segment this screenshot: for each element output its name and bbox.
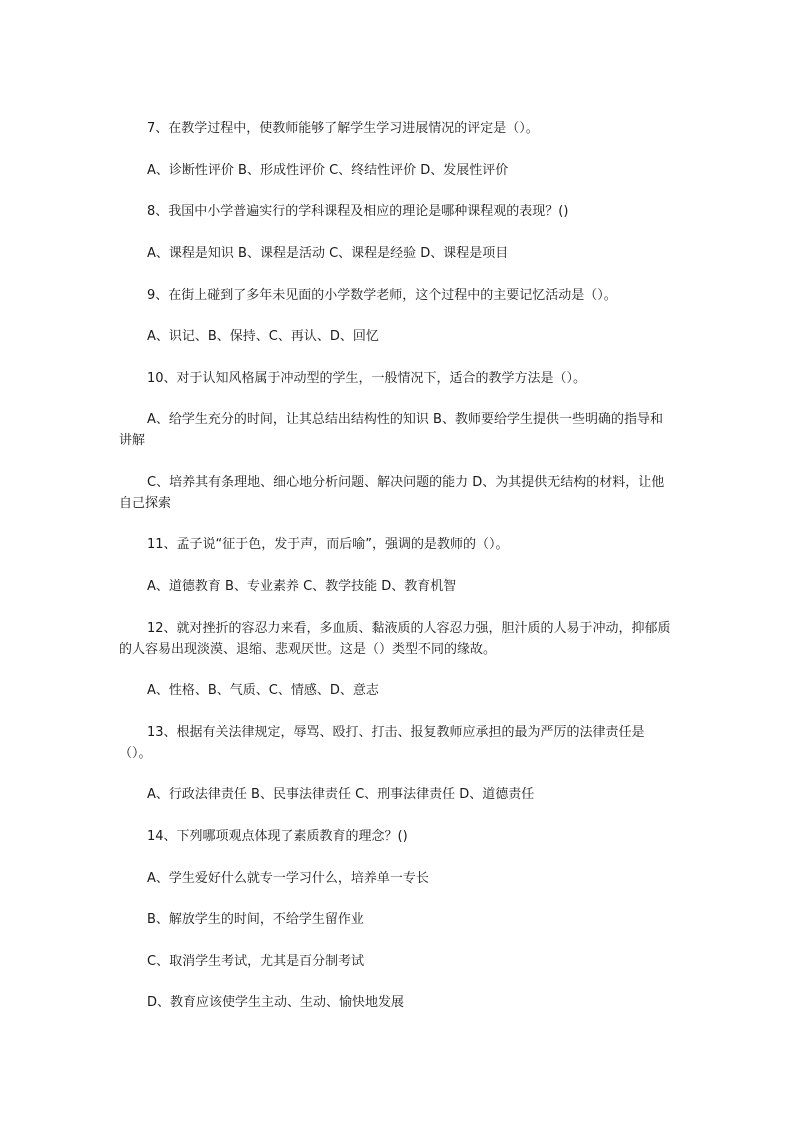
question-9: 9、在街上碰到了多年未见面的小学数学老师，这个过程中的主要记忆活动是（）。 xyxy=(147,288,617,303)
question-10: 10、对于认知风格属于冲动型的学生，一般情况下，适合的教学方法是（）。 xyxy=(147,371,587,386)
question-8-options: A、课程是知识 B、课程是活动 C、课程是经验 D、课程是项目 xyxy=(147,246,509,261)
question-10-options-cd: C、培养其有条理地、细心地分析问题、解决问题的能力 D、为其提供无结构的材料，让他自己探索 xyxy=(119,475,665,511)
question-14-option-c: C、取消学生考试，尤其是百分制考试 xyxy=(147,954,365,969)
question-12-options: A、性格、B、气质、C、情感、D、意志 xyxy=(147,683,379,698)
question-11: 11、孟子说“征于色，发于声，而后喻”，强调的是教师的（）。 xyxy=(147,537,509,552)
question-12: 12、就对挫折的容忍力来看，多血质、黏液质的人容忍力强，胆汁质的人易于冲动，抑郁质的人容易出现淡漠、退缩、悲观厌世。这是（）类型不同的缘故。 xyxy=(119,621,671,657)
question-14-option-b: B、解放学生的时间，不给学生留作业 xyxy=(147,912,364,927)
question-7: 7、在教学过程中，使教师能够了解学生学习进展情况的评定是（）。 xyxy=(147,121,539,136)
question-13: 13、根据有关法律规定，辱骂、殴打、打击、报复教师应承担的最为严厉的法律责任是（）。 xyxy=(119,725,645,761)
question-8: 8、我国中小学普遍实行的学科课程及相应的理论是哪种课程观的表现？() xyxy=(147,204,569,219)
question-11-options: A、道德教育 B、专业素养 C、教学技能 D、教育机智 xyxy=(147,579,457,594)
question-7-options: A、诊断性评价 B、形成性评价 C、终结性评价 D、发展性评价 xyxy=(147,163,509,178)
question-14: 14、下列哪项观点体现了素质教育的理念？() xyxy=(147,829,408,844)
question-14-option-d: D、教育应该使学生主动、生动、愉快地发展 xyxy=(147,995,405,1010)
question-13-options: A、行政法律责任 B、民事法律责任 C、刑事法律责任 D、道德责任 xyxy=(147,787,535,802)
question-14-option-a: A、学生爱好什么就专一学习什么，培养单一专长 xyxy=(147,871,429,886)
question-9-options: A、识记、B、保持、C、再认、D、回忆 xyxy=(147,329,379,344)
question-10-options-ab: A、给学生充分的时间，让其总结出结构性的知识 B、教师要给学生提供一些明确的指导和讲解 xyxy=(119,412,663,448)
